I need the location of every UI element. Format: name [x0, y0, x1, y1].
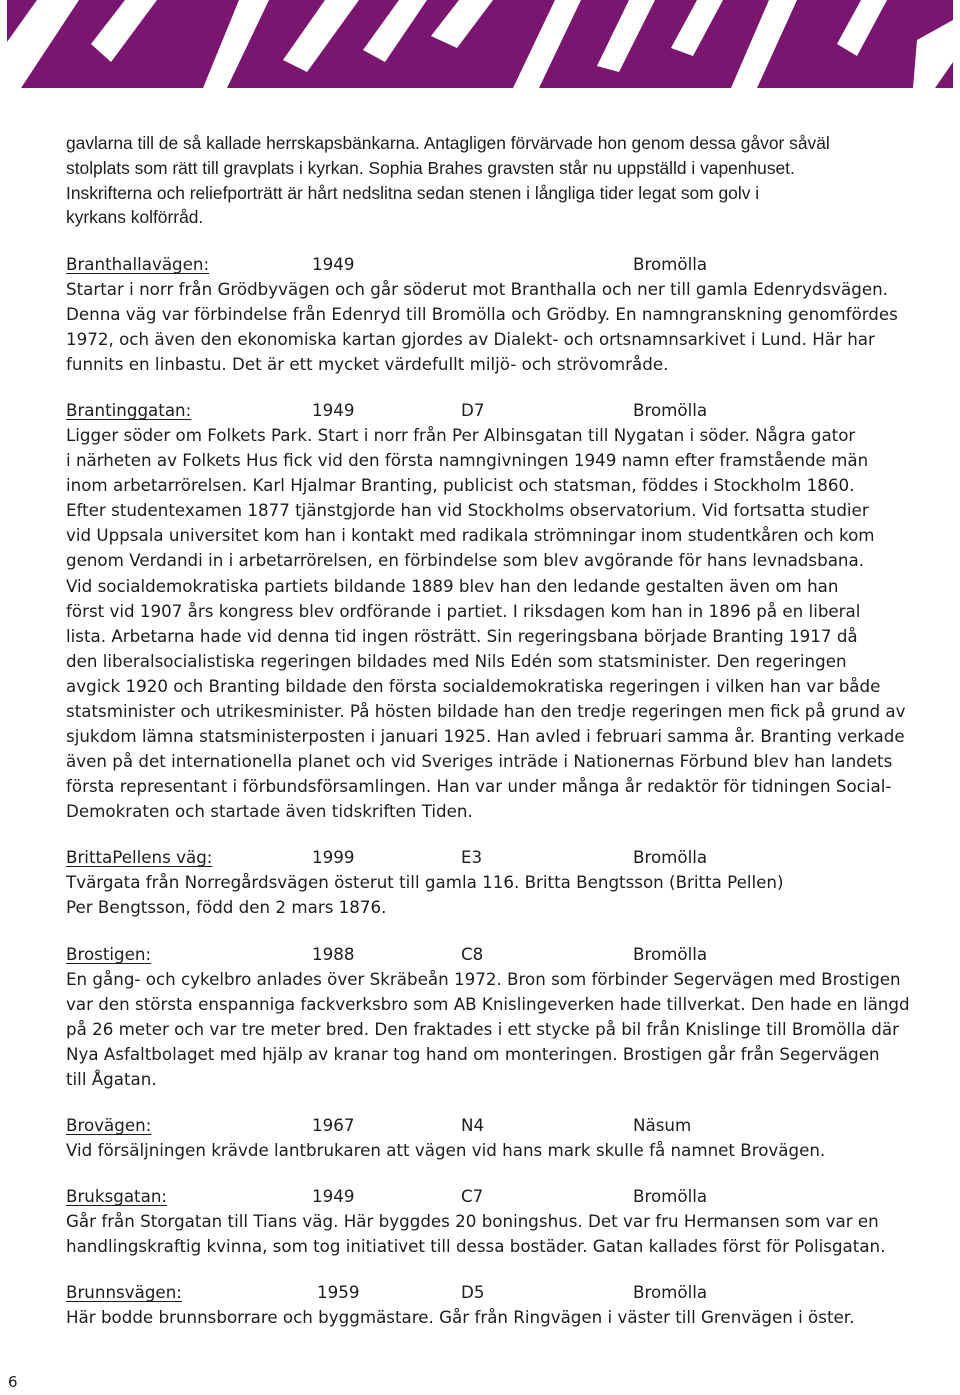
intro-paragraph: gavlarna till de så kallade herrskapsbänkarna. Antagligen förvärvade hon genom dessa gåvor såväl stolplats som rätt till gravplats i kyrkan. Sophia Brahes gravsten står nu uppställd i vapenhuset. Inskrifterna och reliefporträtt är hårt nedslitna sedan stenen i långliga tider legat som golv i kyrkans kolförråd.: [66, 133, 830, 228]
entry-brunnsvagen: [66, 1280, 926, 1330]
street-name: Bruksgatan:: [66, 1186, 168, 1206]
street-name: Brantinggatan:: [66, 400, 192, 420]
entry-header: [66, 252, 926, 277]
entry-header: [66, 398, 926, 423]
street-year: 1949: [312, 400, 355, 420]
street-name: BrittaPellens väg:: [66, 847, 213, 867]
map-code: C8: [461, 944, 484, 964]
entry-bruksgatan: [66, 1184, 926, 1259]
entry-brantinggatan: [66, 398, 926, 825]
street-description: Startar i norr från Grödbyvägen och går söderut mot Branthalla och ner till gamla Edenrydsvägen. Denna väg var förbindelse från Edenryd till Bromölla och Grödby. En namngranskning genomfördes 1972, och även den ekonomiska kartan gjordes av Dialekt- och ortsnamnsarkivet i Lund. Här har funnits en linbastu. Det är ett mycket värdefullt miljö- och strövområde.: [66, 279, 898, 375]
street-name: Branthallavägen:: [66, 254, 210, 274]
entry-header: [66, 1184, 926, 1209]
street-place: Näsum: [633, 1115, 692, 1135]
street-year: 1949: [312, 254, 355, 274]
street-description: Tvärgata från Norregårdsvägen österut till gamla 116. Britta Bengtsson (Britta Pellen) Per Bengtsson, född den 2 mars 1876.: [66, 872, 784, 918]
street-name: Brunnsvägen:: [66, 1282, 182, 1302]
street-place: Bromölla: [633, 847, 708, 867]
map-code: N4: [461, 1115, 485, 1135]
street-name: Brostigen:: [66, 944, 152, 964]
street-description: Går från Storgatan till Tians väg. Här byggdes 20 boningshus. Det var fru Hermansen som var en handlingskraftig kvinna, som tog initiativet till dessa bostäder. Gatan kallades först för Polisgatan.: [66, 1211, 886, 1257]
street-description: Vid försäljningen krävde lantbrukaren att vägen vid hans mark skulle få namnet Brovägen.: [66, 1140, 826, 1160]
street-place: Bromölla: [633, 254, 708, 274]
street-place: Bromölla: [633, 1186, 708, 1206]
street-description: Här bodde brunnsborrare och byggmästare. Går från Ringvägen i väster till Grenvägen i öster.: [66, 1307, 855, 1327]
street-description: Ligger söder om Folkets Park. Start i norr från Per Albinsgatan till Nygatan i söder. Några gator i närheten av Folkets Hus fick vid den första namngivningen 1949 namn efter framstående män inom arbetarrörelsen. Karl Hjalmar Branting, publicist och statsman, föddes i Stockholm 1860. Efter studentexamen 1877 tjänstgjorde han vid Stockholms observatorium. Vid fortsatta studier vid Uppsala universitet kom han i kontakt med radikala strömningar inom studentkåren och kom genom Verdandi in i arbetarrörelsen, en förbindelse som blev avgörande för hans levnadsbana. Vid socialdemokratiska partiets bildande 1889 blev han den ledande gestalten även om han först vid 1907 års kongress blev ordförande i partiet. I riksdagen kom han in 1896 på en liberal lista. Arbetarna hade vid denna tid ingen rösträtt. Sin regeringsbana började Branting 1917 då den liberalsocialistiska regeringen bildades med Nils Edén som statsminister. Den regeringen avgick 1920 och Branting bildade den första socialdemokratiska regeringen i vilken han var både statsminister och utrikesminister. På hösten bildade han den tredje regeringen men fick på grund av sjukdom lämna statsministerposten i januari 1925. Han avled i februari samma år. Branting verkade även på det internationella planet och vid Sveriges inträde i Nationernas Förbund blev han landets första representant i förbundsförsamlingen. Han var under många år redaktör för tidningen Social- Demokraten och startade även tidskriften Tiden.: [66, 425, 906, 822]
entry-header: [66, 1280, 926, 1305]
street-description: En gång- och cykelbro anlades över Skräbeån 1972. Bron som förbinder Segervägen med Brostigen var den största enspanniga fackverksbro som AB Knislingeverken hade tillverkat. Den hade en längd på 26 meter och var tre meter bred. Den fraktades i ett stycke på bil från Knislinge till Bromölla där Nya Asfaltbolaget med hjälp av kranar tog hand om monteringen. Brostigen går från Segervägen till Ågatan.: [66, 969, 910, 1090]
entry-brostigen: [66, 942, 926, 1092]
map-code: C7: [461, 1186, 484, 1206]
map-code: D7: [461, 400, 485, 420]
entry-header: [66, 942, 926, 967]
entry-header: [66, 845, 926, 870]
street-year: 1988: [312, 944, 355, 964]
street-year: 1959: [317, 1282, 360, 1302]
street-place: Bromölla: [633, 400, 708, 420]
entry-header: [66, 1113, 926, 1138]
street-year: 1967: [312, 1115, 355, 1135]
street-place: Bromölla: [633, 944, 708, 964]
entry-branthallavagen: [66, 252, 926, 377]
header-banner: [7, 0, 953, 88]
page-number: 6: [8, 1373, 18, 1391]
street-place: Bromölla: [633, 1282, 708, 1302]
entry-brovagen: [66, 1113, 926, 1163]
street-year: 1949: [312, 1186, 355, 1206]
street-year: 1999: [312, 847, 355, 867]
map-code: D5: [461, 1282, 485, 1302]
map-code: E3: [461, 847, 483, 867]
banner-pattern: [7, 0, 953, 88]
street-name: Brovägen:: [66, 1115, 152, 1135]
entry-brittapellens-vag: [66, 845, 926, 920]
